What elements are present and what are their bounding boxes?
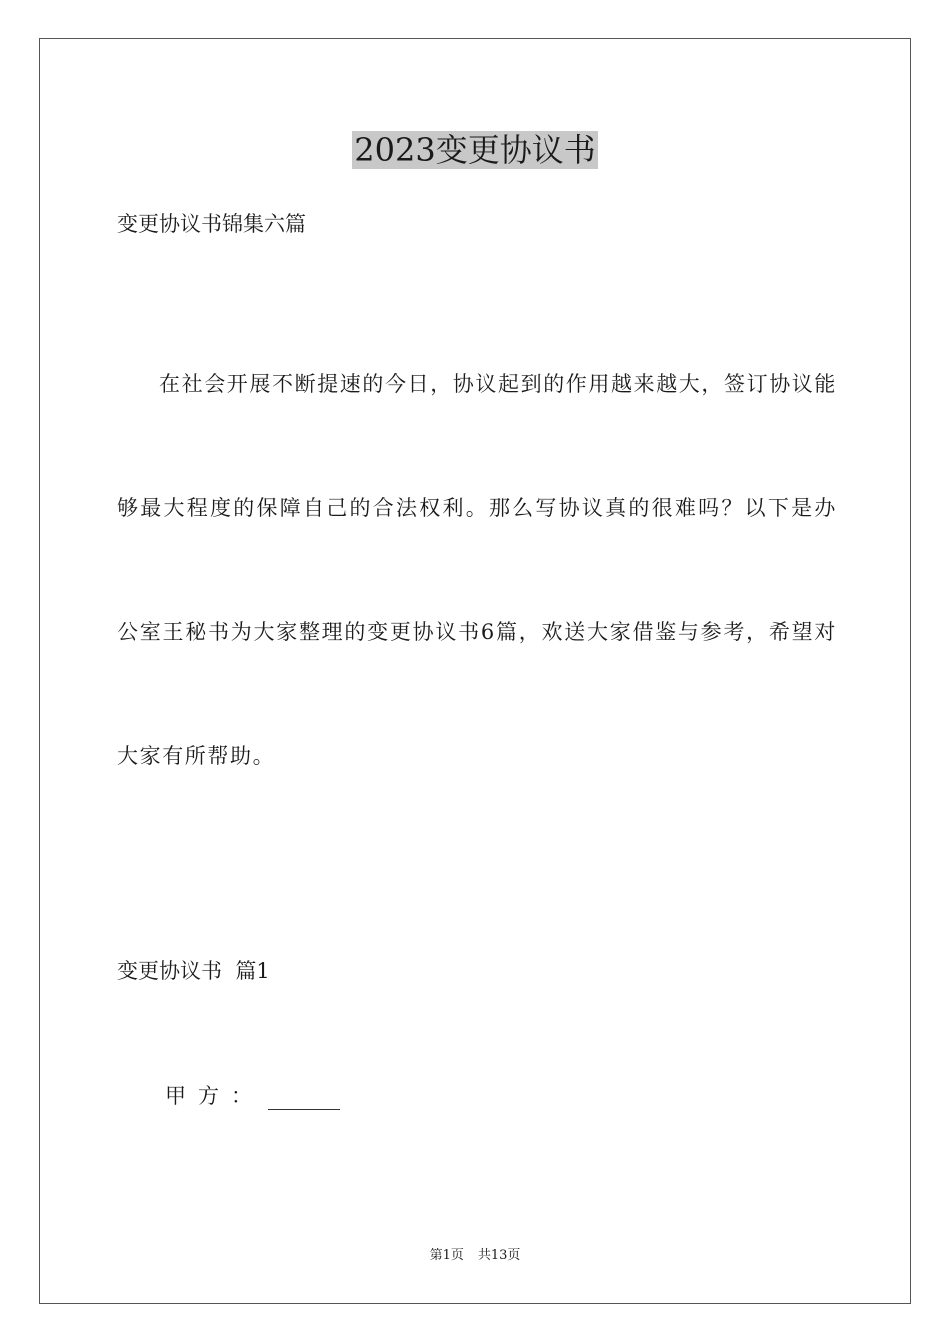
page-footer bbox=[0, 1246, 950, 1266]
intro-paragraph: 在社会开展不断提速的今日，协议起到的作用越来越大，签订协议能够最大程度的保障自己的合法权利。那么写协议真的很难吗？以下是办公室王秘书为大家整理的变更协议书6篇，欢送大家借鉴与参考，希望对大家有所帮助。 bbox=[117, 372, 837, 768]
party-a-line bbox=[165, 1080, 340, 1112]
party-a-label: 甲方： bbox=[165, 1084, 264, 1108]
document-title bbox=[0, 128, 950, 172]
document-title-text: 2023变更协议书 bbox=[354, 131, 596, 169]
page-number: 第1页 bbox=[429, 1248, 464, 1263]
document-subtitle: 变更协议书锦集六篇 bbox=[117, 212, 306, 236]
total-pages: 共13页 bbox=[477, 1248, 521, 1263]
section-heading: 变更协议书 篇1 bbox=[117, 959, 270, 983]
party-a-blank bbox=[268, 1085, 340, 1110]
